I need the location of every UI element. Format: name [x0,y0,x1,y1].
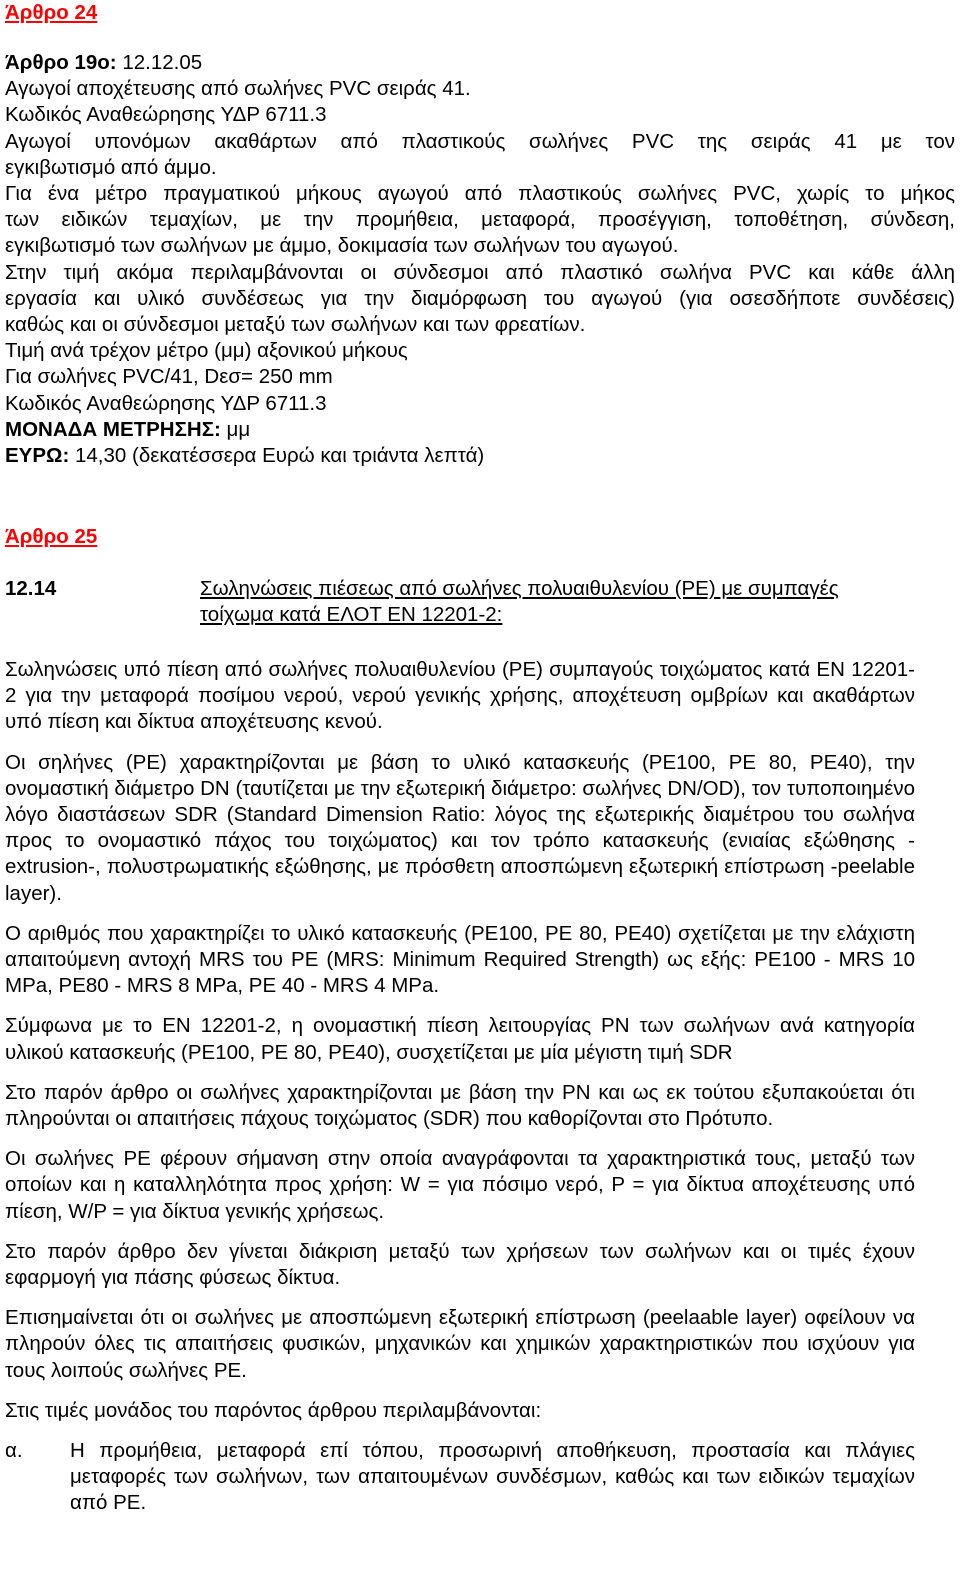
article-24-heading: Άρθρο 24 [5,1,98,24]
article-25-heading: Άρθρο 25 [5,525,98,548]
description-line: εγκιβωτισμό από άμμο. [5,155,217,179]
article-code-line [5,50,955,76]
paragraph: Στις τιμές μονάδος του παρόντος άρθρου περιλαμβάνονται: [5,1398,542,1422]
list-item-letter: α. [5,1439,23,1463]
article-25-code-row [5,576,915,629]
description-line: Αγωγοί υπονόμων ακαθάρτων από πλαστικούς σωλήνες PVC της σειράς 41 με τον [5,129,955,153]
unit-line [5,417,955,443]
revision-code-line-2: Κωδικός Αναθεώρησης ΥΔΡ 6711.3 [5,391,327,415]
article-25-body [5,657,915,1517]
description-line: Για ένα μέτρο πραγματικού μήκους αγωγού από πλαστικούς σωλήνες PVC, χωρίς το μήκος [5,182,955,206]
paragraph: Στο παρόν άρθρο δεν γίνεται διάκριση μεταξύ των χρήσεων των σωλήνων και οι τιμές έχουν εφαρμογή για πάσης φύσεως δίκτυα. [5,1239,915,1290]
list-item [5,1438,915,1517]
paragraph: Οι σηλήνες (PE) χαρακτηρίζονται με βάση το υλικό κατασκευής (PE100, PE 80, PE40), την ονομαστική διάμετρο DN (ταυτίζεται με την εξωτερική διάμετρο: σωλήνες DN/OD), τον τυποποιημένο λόγο διαστάσεων SDR (Standard Dimension Ratio: λόγος της εξωτερικής διαμέτρου του σωλήνα προς το ονομαστικό πάχος του τοιχώματος) και τον τρόπο κατασκευής (ενιαίας εξώθησης -extrusion-, πολυστρωματικής εξώθησης, με πρόσθετη αποσπώμενη εξωτερική επίστρωση -peelable layer). [5,750,915,905]
article-title-line: Αγωγοί αποχέτευσης από σωλήνες PVC σειράς 41. [5,77,471,101]
description-line: καθώς και οι σύνδεσμοι μεταξύ των σωλήνων και των φρεατίων. [5,313,586,337]
paragraph: Στο παρόν άρθρο οι σωλήνες χαρακτηρίζονται με βάση την PN και ως εκ τούτου εξυπακούεται ότι πληρούνται οι απαιτήσεις πάχους τοιχώματος (SDR) που καθορίζονται στο Πρότυπο. [5,1080,915,1131]
price-basis-line: Τιμή ανά τρέχον μέτρο (μμ) αξονικού μήκους [5,339,408,363]
description-line: των ειδικών τεμαχίων, με την προμήθεια, μεταφορά, προσέγγιση, τοποθέτηση, σύνδεση, [5,208,955,232]
list-item-text: Η προμήθεια, μεταφορά επί τόπου, προσωρινή αποθήκευση, προστασία και πλάγιες μεταφορές των σωλήνων, των απαιτουμένων συνδέσμων, καθώς και των ειδικών τεμαχίων από PE. [70,1439,915,1515]
article-24-body [5,50,955,469]
paragraph: Σωληνώσεις υπό πίεση από σωλήνες πολυαιθυλενίου (PE) συμπαγούς τοιχώματος κατά ΕΝ 12201-2 για την μεταφορά ποσίμου νερού, νερού γενικής χρήσης, αποχέτευση ομβρίων και ακαθάρτων υπό πίεση και δίκτυα αποχέτευσης κενού. [5,658,915,734]
article-25-code: 12.14 [5,577,57,600]
description-line: εργασία και υλικό συνδέσεως για την διαμόρφωση του αγωγού (για οσεσδήποτε συνδέσεις) [5,286,955,310]
price-label: ΕΥΡΩ: [5,444,70,468]
unit-label: ΜΟΝΑΔΑ ΜΕΤΡΗΣΗΣ: [5,417,221,441]
price-value: 14,30 (δεκατέσσερα Ευρώ και τριάντα λεπτά) [69,444,485,468]
revision-code-line: Κωδικός Αναθεώρησης ΥΔΡ 6711.3 [5,103,327,127]
article-25-title: Σωληνώσεις πιέσεως από σωλήνες πολυαιθυλενίου (PE) με συμπαγές τοίχωμα κατά ΕΛΟΤ ΕΝ 12201-2: [200,577,839,627]
description-line: Στην τιμή ακόμα περιλαμβάνονται οι σύνδεσμοι από πλαστικό σωλήνα PVC και κάθε άλλη [5,260,955,284]
paragraph: Επισημαίνεται ότι οι σωλήνες με αποσπώμενη εξωτερική επίστρωση (peelaable layer) οφείλουν να πληρούν όλες τις απαιτήσεις φυσικών, μηχανικών και χημικών χαρακτηριστικών που ισχύουν για τους λοιπούς σωλήνες PE. [5,1306,915,1382]
paragraph: Σύμφωνα με το ΕΝ 12201-2, η ονομαστική πίεση λειτουργίας PN των σωλήνων ανά κατηγορία υλικού κατασκευής (PE100, PE 80, PE40), συσχετίζεται με μία μέγιστη τιμή SDR [5,1014,915,1064]
article-code-value: 12.12.05 [116,51,203,74]
price-line [5,443,955,469]
unit-value: μμ [220,417,251,441]
paragraph: Οι σωλήνες PE φέρουν σήμανση στην οποία αναγράφονται τα χαρακτηριστικά τους, μεταξύ των οποίων και η καταλληλότητα προς χρήση: W = για πόσιμο νερό, P = για δίκτυα αποχέτευσης υπό πίεση, W/P = για δίκτυα γενικής χρήσεως. [5,1147,915,1223]
pipe-spec-line: Για σωλήνες PVC/41, Dεσ= 250 mm [5,365,333,389]
description-line: εγκιβωτισμό των σωλήνων με άμμο, δοκιμασία των σωλήνων του αγωγού. [5,234,679,258]
paragraph: Ο αριθμός που χαρακτηρίζει το υλικό κατασκευής (PE100, PE 80, PE40) σχετίζεται με την ελάχιστη απαιτούμενη αντοχή MRS του PE (MRS: Minimum Required Strength) ως εξής: PE100 - MRS 10 MPa, PE80 - MRS 8 MPa, PE 40 - MRS 4 MPa. [5,921,915,998]
article-code-label: Άρθρο 19ο: [5,51,117,74]
